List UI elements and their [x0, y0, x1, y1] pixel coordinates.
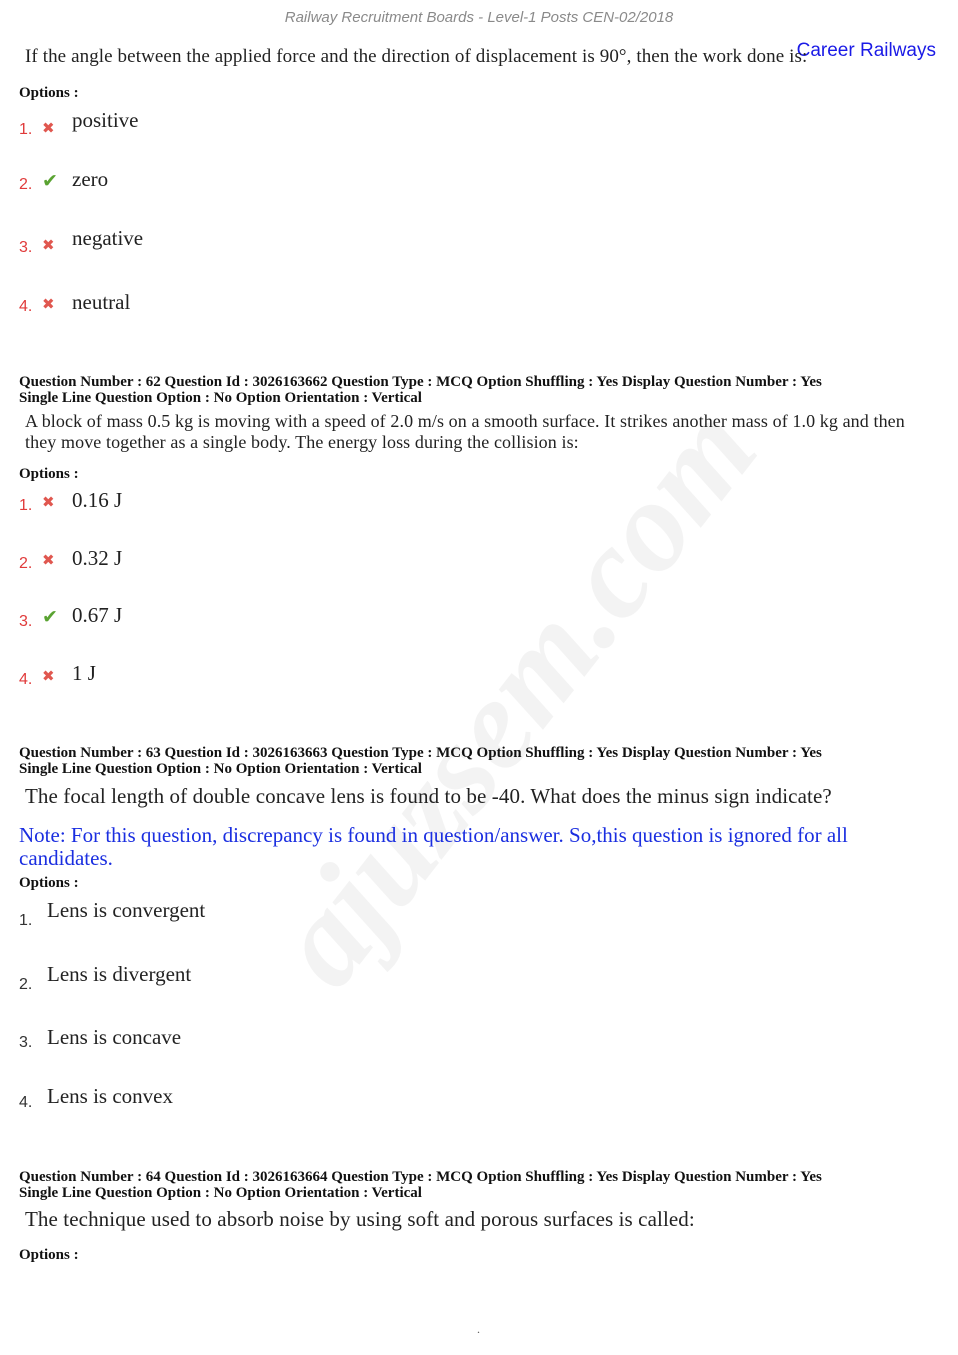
q61-option-2-text: zero — [72, 167, 109, 191]
q62-option-4-number: 4. — [19, 671, 33, 688]
q63-option-2-number: 2. — [19, 976, 33, 993]
q62-option-2-number: 2. — [19, 555, 33, 572]
q63-discrepancy-note: Note: For this question, discrepancy is found in question/answer. So,this question is ignored for all candidates. — [19, 823, 848, 870]
q63-option-1-text: Lens is convergent — [47, 898, 206, 922]
q62-option-1-wrong-icon: ✖ — [42, 493, 55, 511]
q64-options-label: Options : — [19, 1247, 79, 1263]
brand-link[interactable]: Career Railways — [796, 40, 936, 61]
q61-option-1-text: positive — [72, 108, 139, 132]
q61-option-3-number: 3. — [19, 239, 33, 256]
q62-option-3-number: 3. — [19, 613, 33, 630]
q61-option-4-number: 4. — [19, 298, 33, 315]
q62-option-2-wrong-icon: ✖ — [42, 551, 55, 569]
q62-meta-line-2: Single Line Question Option : No Option Orientation : Vertical — [19, 390, 422, 406]
q61-option-1-wrong-icon: ✖ — [42, 119, 55, 137]
q62-options-label: Options : — [19, 466, 79, 482]
q62-option-4-wrong-icon: ✖ — [42, 667, 55, 685]
q61-option-2-correct-icon: ✔ — [42, 170, 58, 192]
q63-options-label: Options : — [19, 875, 79, 891]
q61-option-4-text: neutral — [72, 290, 131, 314]
q61-question-text: If the angle between the applied force and the direction of displacement is 90°, then the work done is: — [25, 46, 808, 67]
q62-option-3-text: 0.67 J — [72, 603, 123, 627]
q62-meta-line-1: Question Number : 62 Question Id : 3026163662 Question Type : MCQ Option Shuffling : Yes Display Question Number : Yes — [19, 374, 822, 390]
q63-option-3-text: Lens is concave — [47, 1025, 182, 1049]
footer-mark: . — [477, 1322, 480, 1336]
q61-option-3-text: negative — [72, 226, 144, 250]
page-header: Railway Recruitment Boards - Level-1 Posts CEN-02/2018 — [284, 9, 674, 26]
q61-option-2-number: 2. — [19, 176, 33, 193]
q62-question-text-line-1: A block of mass 0.5 kg is moving with a speed of 2.0 m/s on a smooth surface. It strikes another mass of 1.0 kg and then — [25, 411, 905, 431]
q64-meta-line-1: Question Number : 64 Question Id : 3026163664 Question Type : MCQ Option Shuffling : Yes Display Question Number : Yes — [19, 1169, 822, 1185]
q63-question-text: The focal length of double concave lens is found to be -40. What does the minus sign indicate? — [25, 784, 832, 808]
q63-option-1-number: 1. — [19, 912, 33, 929]
q64-question-text: The technique used to absorb noise by using soft and porous surfaces is called: — [25, 1207, 695, 1231]
q61-option-3-wrong-icon: ✖ — [42, 236, 55, 254]
q61-options-label: Options : — [19, 85, 79, 101]
q62-option-3-correct-icon: ✔ — [42, 606, 58, 628]
q63-option-4-number: 4. — [19, 1094, 33, 1111]
q63-option-2-text: Lens is divergent — [47, 962, 192, 986]
q61-option-1-number: 1. — [19, 121, 33, 138]
q62-option-1-text: 0.16 J — [72, 488, 123, 512]
q63-option-3-number: 3. — [19, 1034, 33, 1051]
q62-option-2-text: 0.32 J — [72, 546, 123, 570]
q61-option-4-wrong-icon: ✖ — [42, 295, 55, 313]
q63-option-4-text: Lens is convex — [47, 1084, 173, 1108]
q63-meta-line-2: Single Line Question Option : No Option Orientation : Vertical — [19, 761, 422, 777]
q62-question-text-line-2: they move together as a single body. The energy loss during the collision is: — [25, 432, 579, 452]
q62-option-4-text: 1 J — [72, 661, 96, 685]
q63-meta-line-1: Question Number : 63 Question Id : 3026163663 Question Type : MCQ Option Shuffling : Yes Display Question Number : Yes — [19, 745, 822, 761]
q62-option-1-number: 1. — [19, 497, 33, 514]
watermark — [244, 417, 756, 1014]
q64-meta-line-2: Single Line Question Option : No Option Orientation : Vertical — [19, 1185, 422, 1201]
